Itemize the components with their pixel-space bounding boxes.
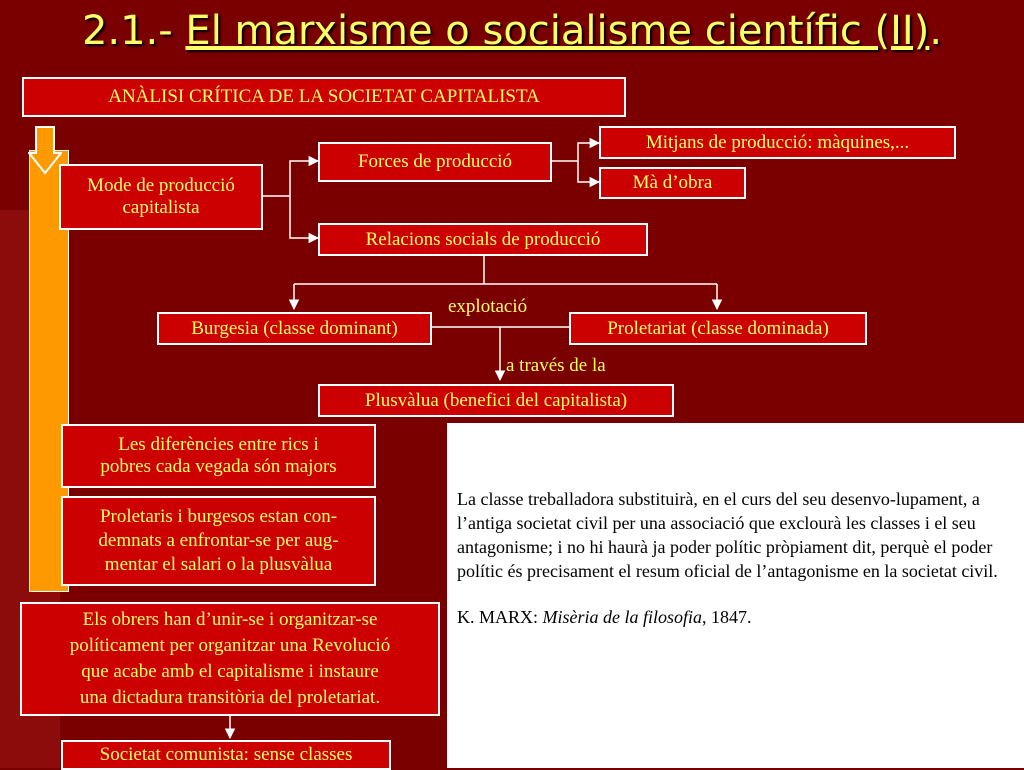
societat-label: Societat comunista: sense classes [99,744,353,765]
plusvalua-box [318,384,674,417]
a-traves-label: a través de la [506,355,606,376]
title-prefix: 2.1.- [81,8,186,54]
proletariat-label: Proletariat (classe dominada) [607,317,829,339]
diferencies-line-2: pobres cada vegada són majors [100,456,337,477]
quote-attribution [457,605,1014,629]
forces-label: Forces de producció [357,151,513,172]
explotacio-label: explotació [448,296,528,317]
diferencies-box [61,424,376,488]
burgesia-box [157,312,432,345]
diferencies-line-1: Les diferències entre rics i [118,434,319,455]
condemnats-box [61,496,376,586]
title-main: El marxisme o socialisme científic (II) [185,8,930,54]
quote-year: , 1847. [702,607,752,627]
down-arrow-icon [28,125,62,175]
condemnats-line-3: mentar el salari o la plusvàlua [104,554,333,575]
title-suffix: . [929,8,943,54]
analisi-label: ANÀLISI CRÍTICA DE LA SOCIETAT CAPITALISTA [108,86,540,107]
proletariat-box [569,312,867,345]
ma-obra-box [599,167,746,199]
quote-text: La classe treballadora substituirà, en el curs del seu desenvo-lupament, a l’antiga societat civil per una associació que exclourà les classes i el seu antagonisme; i no hi haurà ja poder polític pròpiament dit, perquè el poder polític és precisament el resum oficial de l’antagonisme en la societat civil. [457,489,998,581]
marx-quote-panel [447,423,1024,768]
mode-line-1: Mode de producció [87,175,235,196]
burgesia-label: Burgesia (classe dominant) [191,317,398,339]
obrers-line-4: una dictadura transitòria del proletariat. [79,687,381,708]
mitjans-label: Mitjans de producció: màquines,... [645,131,910,153]
forces-box [318,142,552,182]
condemnats-line-1: Proletaris i burgesos estan con- [99,506,338,527]
obrers-line-3: que acabe amb el capitalisme i instaure [81,661,379,682]
plusvalua-label: Plusvàlua (benefici del capitalista) [364,389,628,411]
obrers-box [20,602,440,716]
ma-obra-label: Mà d’obra [632,172,713,193]
relacions-label: Relacions socials de producció [365,228,601,250]
quote-work: Misèria de la filosofia [542,607,703,627]
societat-comunista-box [61,740,391,770]
quote-author: K. MARX: [457,607,543,627]
mode-line-2: capitalista [122,197,200,218]
mode-produccio-box [59,164,263,230]
analisi-box [22,77,626,117]
obrers-line-2: políticament per organitzar una Revolució [69,635,391,656]
relacions-box [318,223,648,256]
obrers-line-1: Els obrers han d’unir-se i organitzar-se [82,609,378,630]
condemnats-line-2: demnats a enfrontar-se per aug- [98,530,339,551]
mitjans-box [599,126,956,159]
